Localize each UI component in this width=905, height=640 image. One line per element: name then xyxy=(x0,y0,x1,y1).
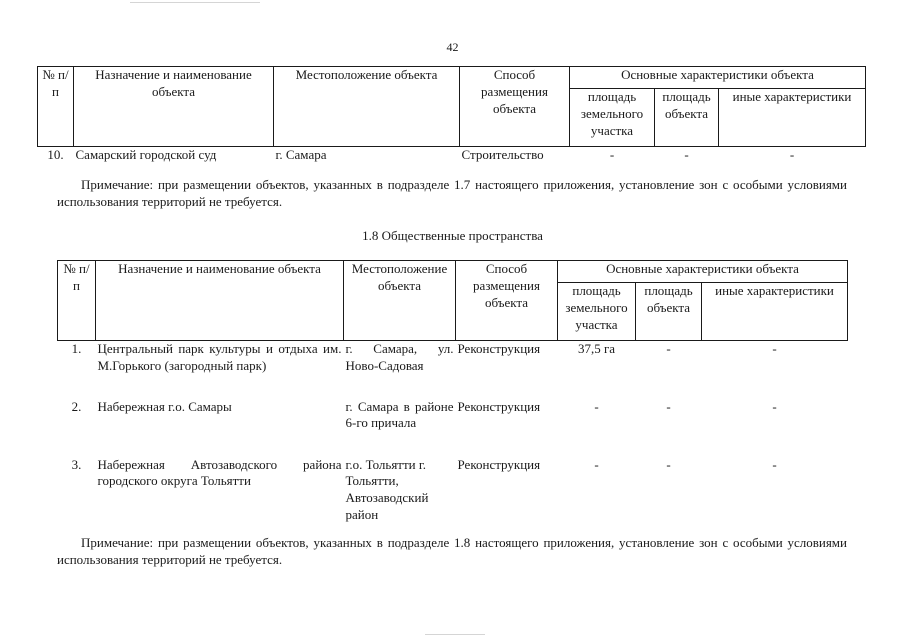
row-name: Набережная г.о. Самары xyxy=(97,398,232,414)
row-name: Самарский городской суд xyxy=(75,147,217,162)
row-method: Строительство xyxy=(461,147,544,162)
row-location: г. Самара в районе 6-го причала xyxy=(345,398,454,431)
header-characteristics: Основные характеристики объекта xyxy=(570,67,866,89)
row-land-area: - xyxy=(594,456,599,472)
header-location: Местоположение объекта xyxy=(344,261,456,341)
row-num: 3. xyxy=(71,456,82,472)
header-location: Местоположение объекта xyxy=(274,67,460,147)
objects-table-1 xyxy=(37,66,866,164)
note-1: Примечание: при размещении объектов, указанных в подразделе 1.7 настоящего приложения, установление зон с особыми условиями использования территорий не требуется. xyxy=(57,177,847,209)
header-land-area: площадь земельного участка xyxy=(558,283,636,341)
row-num: 1. xyxy=(71,341,82,356)
page-number: 42 xyxy=(446,40,459,54)
row-other: - xyxy=(772,341,777,356)
header-num: № п/п xyxy=(38,67,74,147)
header-land-area: площадь земельного участка xyxy=(570,89,655,147)
row-other: - xyxy=(772,456,777,472)
table-row xyxy=(58,457,848,531)
header-method: Способ размещения объекта xyxy=(460,67,570,147)
scan-artifact-bottom xyxy=(425,634,485,635)
row-object-area: - xyxy=(684,147,689,162)
row-method: Реконструкция xyxy=(457,398,541,414)
row-object-area: - xyxy=(666,456,671,472)
row-object-area: - xyxy=(666,398,671,414)
row-object-area: - xyxy=(666,341,671,356)
header-method: Способ размещения объекта xyxy=(456,261,558,341)
row-land-area: - xyxy=(609,147,615,162)
table-row xyxy=(38,147,866,164)
row-name: Набережная Автозаводского района городского округа Тольятти xyxy=(97,456,342,489)
row-location: г.о. Тольятти г. Тольятти, Автозаводский район xyxy=(345,456,429,523)
note-2: Примечание: при размещении объектов, указанных в подразделе 1.8 настоящего приложения, установление зон с особыми условиями использования территорий не требуется. xyxy=(57,535,847,567)
row-other: - xyxy=(772,398,777,414)
header-num: № п/п xyxy=(58,261,96,341)
header-name: Назначение и наименование объекта xyxy=(96,261,344,341)
scan-artifact-top xyxy=(130,2,260,3)
table-row xyxy=(58,399,848,457)
header-object-area: площадь объекта xyxy=(636,283,702,341)
header-other: иные характеристики xyxy=(702,283,848,341)
row-name: Центральный парк культуры и отдыха им. М.Горького (загородный парк) xyxy=(97,341,342,373)
row-other: - xyxy=(789,147,795,162)
row-location: г. Самара, ул. Ново-Садовая xyxy=(345,341,454,373)
row-num: 2. xyxy=(71,398,82,414)
row-land-area: 37,5 га xyxy=(577,341,616,356)
objects-table-2 xyxy=(57,260,848,531)
header-object-area: площадь объекта xyxy=(655,89,719,147)
row-location: г. Самара xyxy=(275,147,327,162)
table-row xyxy=(58,341,848,399)
header-characteristics: Основные характеристики объекта xyxy=(558,261,848,283)
row-method: Реконструкция xyxy=(457,456,541,472)
header-other: иные характеристики xyxy=(719,89,866,147)
section-title: 1.8 Общественные пространства xyxy=(362,228,543,243)
row-land-area: - xyxy=(594,398,599,414)
row-num: 10. xyxy=(47,147,64,162)
row-method: Реконструкция xyxy=(457,341,541,356)
header-name: Назначение и наименование объекта xyxy=(74,67,274,147)
